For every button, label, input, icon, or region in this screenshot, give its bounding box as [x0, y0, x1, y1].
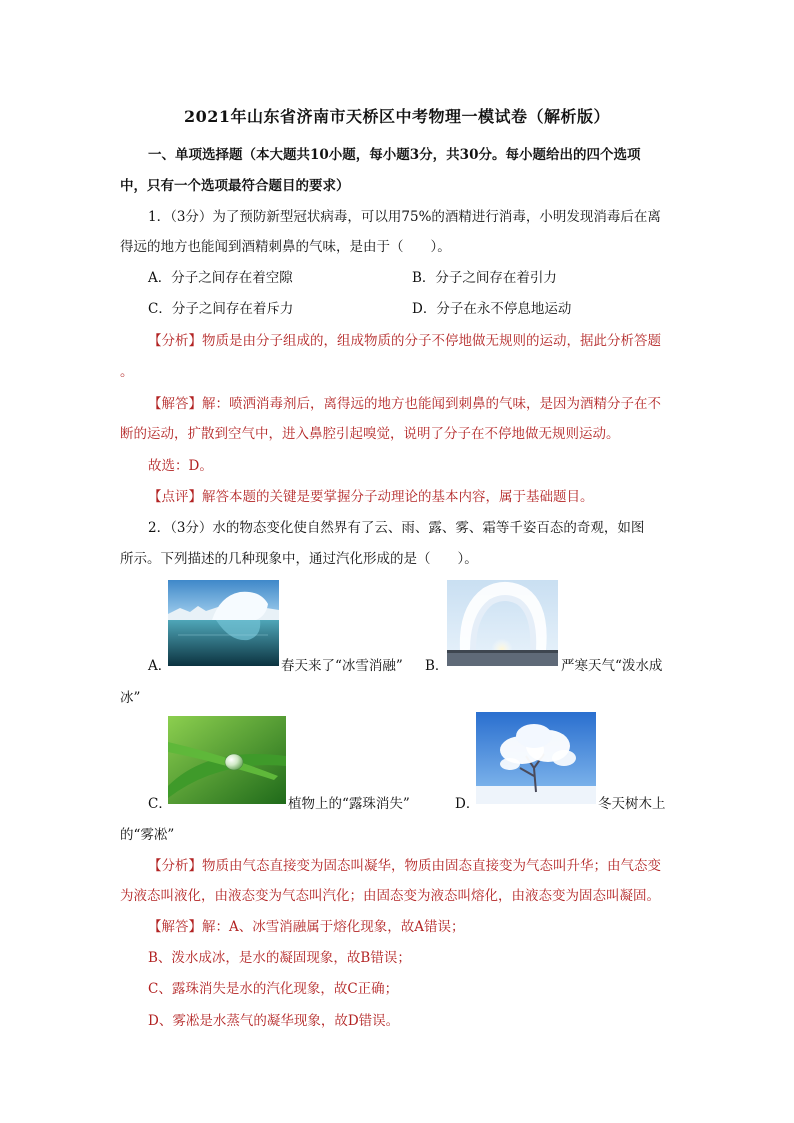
q2-image-d-rime-tree: [476, 712, 596, 804]
q1-analysis-line-1: [148, 331, 661, 351]
section-heading-line-2: 中，只有一个选项最符合题目的要求）: [120, 178, 350, 194]
q2-caption-d-line-2: 的“雾凇”: [120, 827, 175, 843]
q2-answer-line-1: [148, 917, 465, 937]
q2-label-b: B．: [425, 658, 449, 674]
q1-choice: 故选：D。: [148, 458, 213, 474]
q1-comment: [148, 487, 594, 507]
section-heading-line-1: 一、单项选择题（本大题共10小题，每小题3分，共30分。每小题给出的四个选项: [148, 147, 641, 163]
analysis-text: 物质是由分子组成的，组成物质的分子不停地做无规则的运动，据此分析答题: [202, 333, 661, 349]
q2-answer-line-2: B、泼水成冰，是水的凝固现象，故B错误；: [148, 950, 411, 966]
q1-analysis-line-2: 。: [120, 364, 134, 380]
q2-caption-a: 春天来了“冰雪消融”: [281, 658, 403, 674]
analysis-text: 物质由气态直接变为固态叫凝华，物质由固态直接变为气态叫升华；由气态变: [202, 858, 661, 874]
q2-stem-line-2: 所示。下列描述的几种现象中，通过汽化形成的是（ ）。: [120, 551, 478, 567]
q2-image-c-dewdrop: [168, 716, 286, 804]
q2-label-c: C．: [148, 796, 172, 812]
answer-tag: 【解答】: [148, 919, 202, 935]
q2-analysis-line-1: [148, 856, 661, 876]
q2-answer-line-4: D、雾凇是水蒸气的凝华现象，故D错误。: [148, 1013, 400, 1029]
q1-option-a: A．分子之间存在着空隙: [148, 270, 293, 286]
q2-answer-line-3: C、露珠消失是水的汽化现象，故C正确；: [148, 981, 399, 997]
q2-label-d: D．: [455, 796, 480, 812]
analysis-tag: 【分析】: [148, 333, 202, 349]
answer-text: 解：喷洒消毒剂后，离得远的地方也能闻到刺鼻的气味，是因为酒精分子在不: [202, 396, 661, 412]
q2-analysis-line-2: 为液态叫液化，由液态变为气态叫汽化；由固态变为液态叫熔化，由液态变为固态叫凝固。: [120, 888, 660, 904]
q1-stem-line-2: 得远的地方也能闻到酒精刺鼻的气味，是由于（ ）。: [120, 239, 451, 255]
q1-answer-line-2: 断的运动，扩散到空气中，进入鼻腔引起嗅觉，说明了分子在不停地做无规则运动。: [120, 426, 620, 442]
comment-text: 解答本题的关键是要掌握分子动理论的基本内容，属于基础题目。: [202, 489, 594, 505]
q1-option-c: C．分子之间存在着斥力: [148, 301, 294, 317]
analysis-tag: 【分析】: [148, 858, 202, 874]
q2-stem-line-1: 2．（3分）水的物态变化使自然界有了云、雨、露、雾、霜等千姿百态的奇观，如图: [148, 520, 645, 536]
comment-tag: 【点评】: [148, 489, 202, 505]
q2-caption-b-line-1: 严寒天气“泼水成: [561, 658, 663, 674]
page-title: 2021年山东省济南市天桥区中考物理一模试卷（解析版）: [183, 107, 611, 126]
q2-caption-b-line-2: 冰”: [120, 690, 141, 706]
answer-text: 解：A、冰雪消融属于熔化现象，故A错误；: [202, 919, 465, 935]
q1-answer-line-1: [148, 394, 661, 414]
q1-option-b: B．分子之间存在着引力: [412, 270, 557, 286]
q2-label-a: A．: [148, 658, 172, 674]
q2-image-a-iceberg: [168, 580, 279, 666]
q1-stem-line-1: 1．（3分）为了预防新型冠状病毒，可以用75%的酒精进行消毒，小明发现消毒后在离: [148, 209, 661, 225]
q2-image-b-splash-ice: [447, 580, 558, 666]
answer-tag: 【解答】: [148, 396, 202, 412]
q2-caption-c: 植物上的“露珠消失”: [288, 796, 410, 812]
q1-option-d: D．分子在永不停息地运动: [412, 301, 572, 317]
q2-caption-d-line-1: 冬天树木上: [598, 796, 666, 812]
